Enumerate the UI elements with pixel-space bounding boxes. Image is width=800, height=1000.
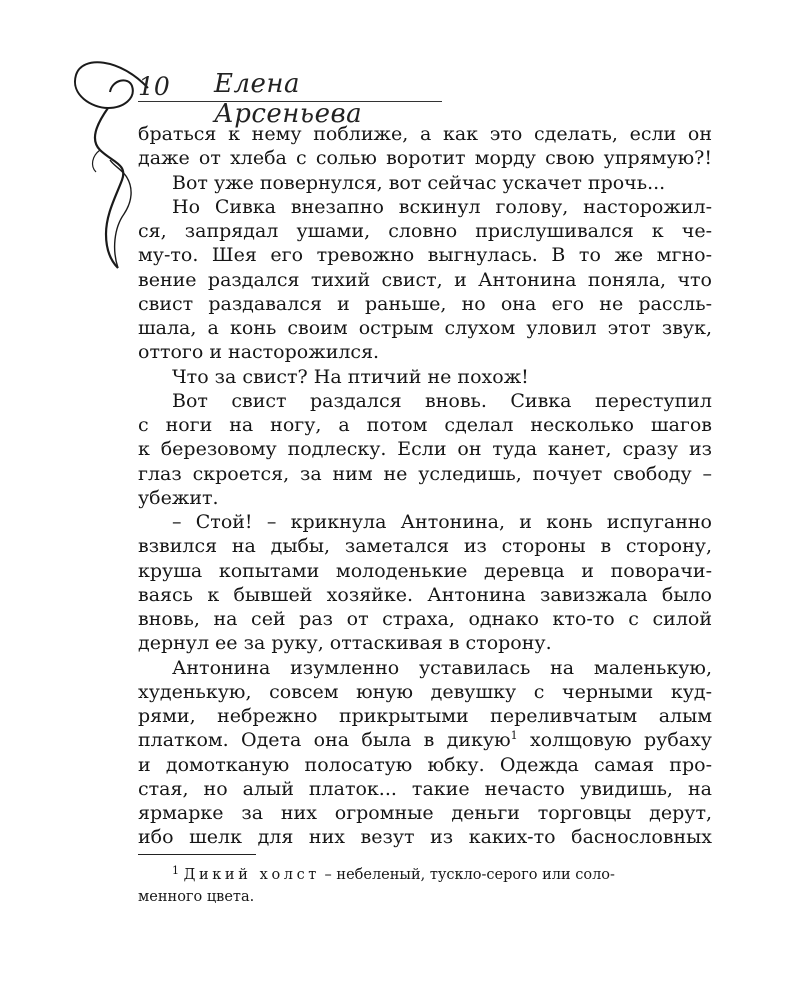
text-line: стая, но алый платок... такие нечасто увидишь, на (138, 777, 712, 800)
text-line: убежит. (138, 486, 219, 509)
text-line: рями, небрежно прикрытыми переливчатым алым (138, 705, 712, 727)
text-line: даже от хлеба с солью воротит морду свою упрямую?! (138, 147, 712, 170)
text-line: ся, запрядал ушами, словно прислушивался к че- (138, 220, 712, 242)
running-title: Елена Арсеньева (214, 69, 363, 129)
footnote (138, 864, 712, 908)
text-line: – Стой! – крикнула Антонина, и конь испуганно (172, 511, 712, 533)
text-segment: платком. Одета она была в дикую (138, 729, 511, 752)
text-line: Вот уже повернулся, вот сейчас ускачет прочь... (172, 171, 666, 194)
header-rule (138, 101, 442, 102)
text-line: шала, а конь своим острым слухом уловил этот звук, (138, 317, 712, 339)
text-line: ваясь к бывшей хозяйке. Антонина завизжала было (138, 583, 712, 606)
page-number: 10 (138, 72, 170, 101)
footnote-marker: 1 (172, 864, 179, 877)
text-line: браться к нему поближе, а как это сделать, если он (138, 123, 712, 145)
footnote-line: менного цвета. (138, 889, 255, 905)
text-line: Антонина изумленно уставилась на маленькую, (172, 656, 712, 679)
text-line: и домотканую полосатую юбку. Одежда самая про- (138, 753, 712, 776)
footnote-definition: – небеленый, тускло-серого или соло- (319, 867, 615, 883)
text-line: дернул ее за руку, оттаскивая в сторону. (138, 632, 552, 655)
text-line: ярмарке за них огромные деньги торговцы дерут, (138, 802, 712, 824)
footnote-rule (138, 854, 256, 855)
footnote-term: Дикий холст (183, 867, 320, 883)
text-line: вновь, на сей раз от страха, однако кто-то с силой (138, 608, 712, 630)
text-line: взвился на дыбы, заметался из стороны в сторону, (138, 535, 712, 558)
text-line: Вот свист раздался вновь. Сивка переступил (172, 389, 712, 412)
text-line: вение раздался тихий свист, и Антонина поняла, что (138, 268, 712, 291)
text-line: му-то. Шея его тревожно выгнулась. В то же мгно- (138, 244, 712, 267)
text-line: худенькую, совсем юную девушку с черными куд- (138, 680, 712, 703)
text-line: к березовому подлеску. Если он туда канет, сразу из (138, 438, 712, 461)
text-line: глаз скроется, за ним не уследишь, почует свободу – (138, 462, 712, 485)
text-line: ибо шелк для них везут из каких-то баснословных (138, 826, 712, 849)
text-line: Но Сивка внезапно вскинул голову, насторожил- (172, 195, 712, 218)
running-header (138, 68, 442, 129)
footnote-line (138, 864, 712, 886)
text-line: круша копытами молоденькие деревца и поворачи- (138, 559, 712, 582)
text-line (138, 728, 712, 752)
body-text (138, 122, 712, 850)
footnote-reference: 1 (510, 729, 518, 743)
text-line: Что за свист? На птичий не похож! (172, 365, 529, 388)
text-line: с ноги на ногу, а потом сделал несколько шагов (138, 414, 712, 436)
text-line: оттого и насторожился. (138, 341, 380, 364)
text-line: свист раздавался и раньше, но она его не рассль- (138, 292, 712, 315)
text-segment: холщовую рубаху (529, 729, 712, 752)
